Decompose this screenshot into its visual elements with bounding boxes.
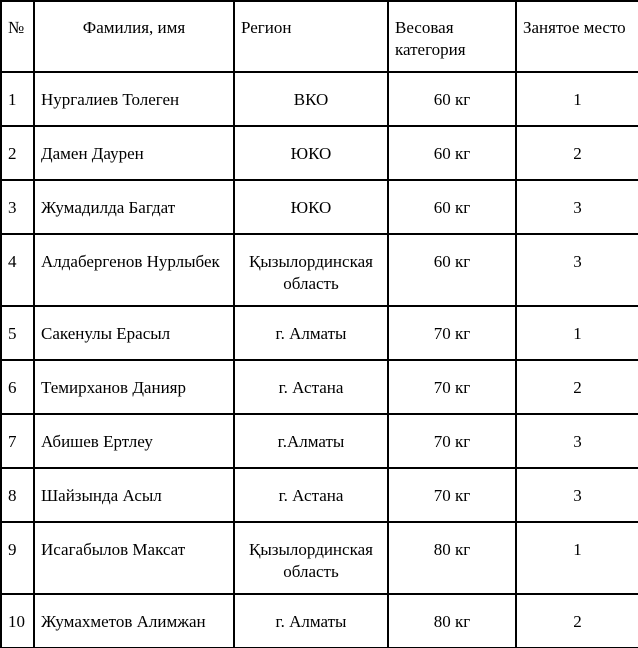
cell-weight: 60 кг <box>388 180 516 234</box>
cell-number: 5 <box>1 306 34 360</box>
cell-place: 2 <box>516 126 638 180</box>
header-cell-number: № <box>1 1 34 72</box>
cell-number: 6 <box>1 360 34 414</box>
cell-weight: 60 кг <box>388 72 516 126</box>
cell-weight: 60 кг <box>388 234 516 306</box>
header-cell-weight: Весовая категория <box>388 1 516 72</box>
cell-region: Қызылординская область <box>234 234 388 306</box>
cell-name: Исагабылов Максат <box>34 522 234 594</box>
cell-name: Дамен Даурен <box>34 126 234 180</box>
cell-weight: 80 кг <box>388 594 516 648</box>
header-row <box>1 1 638 72</box>
cell-name: Жумадилда Багдат <box>34 180 234 234</box>
table-row <box>1 360 638 414</box>
table-row <box>1 72 638 126</box>
table-row <box>1 234 638 306</box>
cell-name: Абишев Ертлеу <box>34 414 234 468</box>
cell-region: ВКО <box>234 72 388 126</box>
cell-name: Алдабергенов Нурлыбек <box>34 234 234 306</box>
table-row <box>1 468 638 522</box>
cell-number: 8 <box>1 468 34 522</box>
table-row <box>1 306 638 360</box>
cell-region: ЮКО <box>234 126 388 180</box>
cell-place: 2 <box>516 594 638 648</box>
table-row <box>1 594 638 648</box>
cell-number: 1 <box>1 72 34 126</box>
cell-region: г. Алматы <box>234 306 388 360</box>
cell-number: 3 <box>1 180 34 234</box>
header-cell-name: Фамилия, имя <box>34 1 234 72</box>
cell-region: ЮКО <box>234 180 388 234</box>
cell-name: Нургалиев Толеген <box>34 72 234 126</box>
cell-region: г. Алматы <box>234 594 388 648</box>
cell-place: 3 <box>516 414 638 468</box>
cell-name: Темирханов Данияр <box>34 360 234 414</box>
table-row <box>1 522 638 594</box>
table-row <box>1 414 638 468</box>
cell-name: Сакенулы Ерасыл <box>34 306 234 360</box>
cell-number: 9 <box>1 522 34 594</box>
cell-number: 7 <box>1 414 34 468</box>
cell-region: г.Алматы <box>234 414 388 468</box>
cell-place: 3 <box>516 234 638 306</box>
cell-number: 10 <box>1 594 34 648</box>
cell-weight: 70 кг <box>388 414 516 468</box>
cell-weight: 60 кг <box>388 126 516 180</box>
cell-name: Жумахметов Алимжан <box>34 594 234 648</box>
header-cell-place: Занятое место <box>516 1 638 72</box>
table-row <box>1 126 638 180</box>
table-row <box>1 180 638 234</box>
cell-weight: 70 кг <box>388 360 516 414</box>
cell-place: 1 <box>516 306 638 360</box>
cell-region: Қызылординская область <box>234 522 388 594</box>
cell-number: 2 <box>1 126 34 180</box>
cell-weight: 70 кг <box>388 468 516 522</box>
cell-number: 4 <box>1 234 34 306</box>
cell-place: 1 <box>516 72 638 126</box>
cell-region: г. Астана <box>234 468 388 522</box>
cell-weight: 80 кг <box>388 522 516 594</box>
cell-place: 1 <box>516 522 638 594</box>
table-header <box>1 1 638 72</box>
cell-place: 3 <box>516 468 638 522</box>
cell-place: 2 <box>516 360 638 414</box>
cell-place: 3 <box>516 180 638 234</box>
header-cell-region: Регион <box>234 1 388 72</box>
table-body <box>1 72 638 648</box>
cell-region: г. Астана <box>234 360 388 414</box>
cell-weight: 70 кг <box>388 306 516 360</box>
cell-name: Шайзында Асыл <box>34 468 234 522</box>
